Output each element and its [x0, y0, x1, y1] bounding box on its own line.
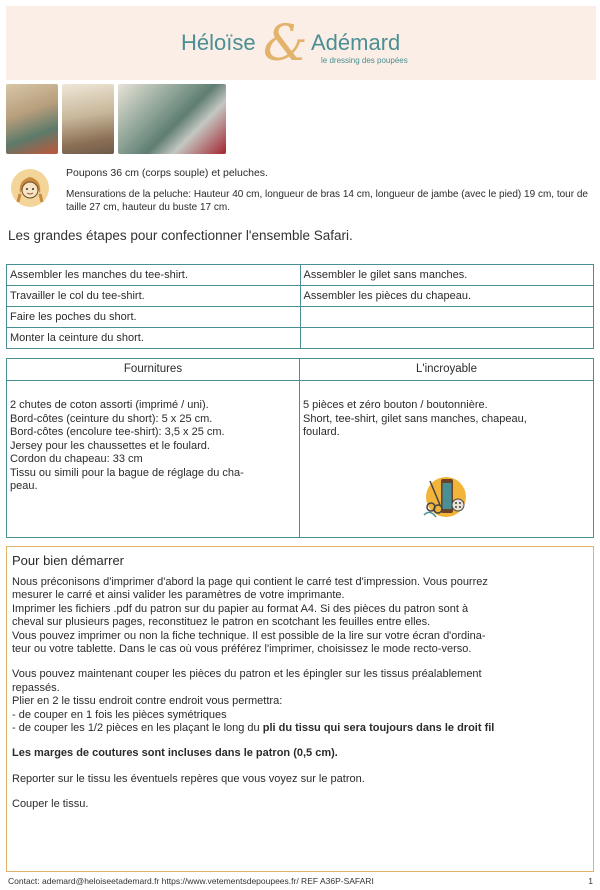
table-row [7, 286, 594, 307]
paragraph-line: Vous pouvez imprimer ou non la fiche technique. Il est possible de la lire sur votre écran d'ordina- [12, 629, 486, 642]
plush-photo [62, 84, 114, 154]
table-row [7, 307, 594, 328]
brand-ampersand: & [263, 14, 308, 72]
getting-started-box [6, 546, 594, 872]
brand-name-left: Héloïse [181, 30, 256, 55]
step-cell: Assembler les manches du tee-shirt. [7, 265, 301, 286]
paragraph-line: cheval sur plusieurs pages, reconstituez le patron en scotchant les feuilles entre elles. [12, 616, 431, 629]
paragraph-line: - de couper en 1 fois les pièces symétriques [12, 708, 227, 721]
supply-line: Jersey pour les chaussettes et le foulard. [10, 439, 210, 452]
incredible-line: 5 pièces et zéro bouton / boutonnière. [303, 399, 488, 411]
doll-icon [10, 168, 50, 208]
outfit-photo [118, 84, 226, 154]
supply-line: Cordon du chapeau: 33 cm [10, 453, 143, 465]
paragraph-line [12, 722, 588, 735]
supplies-heading: Fournitures [7, 359, 299, 381]
brand-name-right: Adémard [311, 30, 401, 55]
table-row [7, 265, 594, 286]
paragraph-line: Nous préconisons d'imprimer d'abord la page qui contient le carré test d'impression. Vous pourrez [12, 576, 488, 588]
supply-line: Bord-côtes (encolure tee-shirt): 3,5 x 25 cm. [10, 426, 225, 438]
steps-table [6, 264, 594, 349]
getting-started-title: Pour bien démarrer [12, 553, 124, 568]
supply-line: Bord-côtes (ceinture du short): 5 x 25 cm. [10, 412, 213, 425]
paragraph-line: Plier en 2 le tissu endroit contre endroit vous permettra: [12, 695, 283, 708]
supply-line: peau. [10, 480, 38, 492]
grain-text: - de couper les 1/2 pièces en les plaçant le long du [12, 722, 263, 735]
step-cell: Assembler le gilet sans manches. [300, 265, 594, 286]
brand-logo [181, 14, 441, 72]
supplies-list [7, 381, 299, 494]
incredible-column [300, 359, 593, 537]
photo-strip [6, 84, 226, 154]
step-cell: Assembler les pièces du chapeau. [300, 286, 594, 307]
step-cell: Travailler le col du tee-shirt. [7, 286, 301, 307]
footer [8, 876, 593, 886]
paragraph-line: repassés. [12, 681, 60, 694]
incredible-heading: L'incroyable [300, 359, 593, 381]
marks-note: Reporter sur le tissu les éventuels repères que vous voyez sur le patron. [12, 772, 365, 785]
paragraph-line: Vous pouvez maintenant couper les pièces du patron et les épingler sur les tissus préalablement [12, 668, 482, 681]
intro-size: Poupons 36 cm (corps souple) et peluches. [66, 167, 268, 179]
doll-photo [6, 84, 58, 154]
header-banner [6, 6, 596, 80]
supplies-column [7, 359, 300, 537]
table-row [7, 328, 594, 349]
step-cell: Monter la ceinture du short. [7, 328, 301, 349]
paragraph-line: Imprimer les fichiers .pdf du patron sur du papier au format A4. Si des pièces du patron sont à [12, 602, 469, 615]
incredible-list [300, 381, 593, 440]
incredible-line: Short, tee-shirt, gilet sans manches, chapeau, [303, 412, 527, 425]
step-cell [300, 328, 594, 349]
seam-allowance-note: Les marges de coutures sont incluses dans le patron (0,5 cm). [12, 747, 338, 760]
cut-note: Couper le tissu. [12, 798, 89, 811]
sewing-kit-icon [418, 471, 468, 523]
intro-measurements: Mensurations de la peluche: Hauteur 40 cm, longueur de bras 14 cm, longueur de jambe (avec le pied) 19 cm, tour de taille 27 cm, hauteur du buste 17 cm. [66, 189, 588, 213]
supply-line: Tissu ou simili pour la bague de réglage du cha- [10, 466, 244, 479]
supplies-table [6, 358, 594, 538]
incredible-line: foulard. [303, 426, 340, 438]
paragraph-line: mesurer le carré et ainsi valider les paramètres de votre imprimante. [12, 589, 345, 602]
steps-title: Les grandes étapes pour confectionner l'ensemble Safari. [8, 228, 353, 243]
page-number: 1 [588, 876, 593, 886]
paragraph-line: teur ou votre tablette. Dans le cas où vous préférez l'imprimer, choisissez le mode recto-verso. [12, 643, 472, 656]
brand-tagline: le dressing des poupées [321, 56, 408, 65]
supply-line: 2 chutes de coton assorti (imprimé / uni). [10, 399, 209, 411]
grain-text-bold: pli du tissu qui sera toujours dans le droit fil [262, 722, 495, 735]
step-cell: Faire les poches du short. [7, 307, 301, 328]
footer-contact: Contact: ademard@heloiseetademard.fr https://www.vetementsdepoupees.fr/ REF A36P-SAFARI [8, 876, 374, 886]
step-cell [300, 307, 594, 328]
